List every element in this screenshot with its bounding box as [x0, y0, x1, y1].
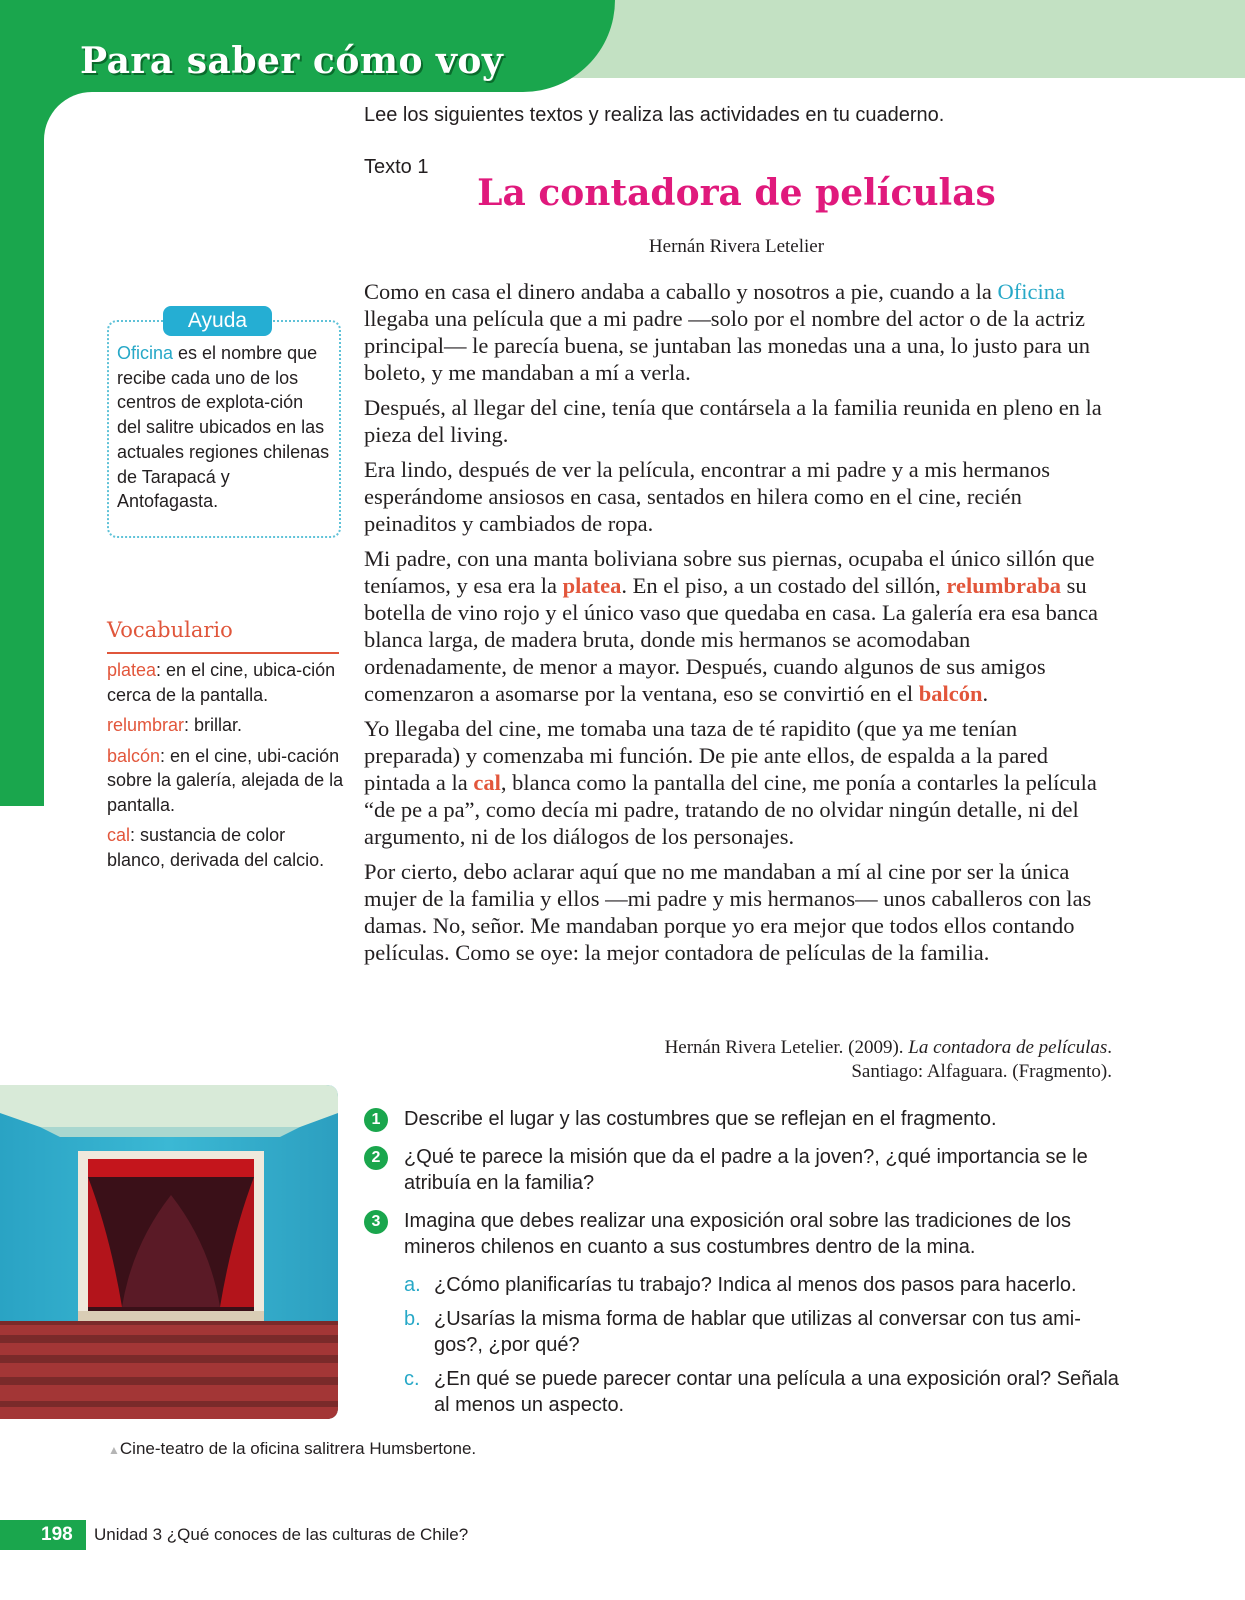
question-number-badge: 3	[364, 1210, 388, 1234]
question-item: 3 Imagina que debes realizar una exposición oral sobre las tradiciones de los mineros chilenos en cuanto a sus costumbres dentro de la mina.	[364, 1208, 1124, 1260]
subquestion-item: a. ¿Cómo planificarías tu trabajo? Indica al menos dos pasos para hacerlo.	[404, 1274, 1077, 1296]
section-title: Para saber cómo voy	[80, 40, 504, 82]
question-number-badge: 2	[364, 1146, 388, 1170]
subquestion-item: c. ¿En qué se puede parecer contar una película a una exposición oral? Señala al menos un aspecto.	[404, 1368, 1119, 1416]
vocab-item: relumbrar: brillar.	[107, 715, 243, 735]
vocabulary-list	[107, 658, 347, 878]
vocab-item: platea: en el cine, ubica-ción cerca de la pantalla.	[107, 660, 336, 705]
story-paragraph-6: Por cierto, debo aclarar aquí que no me mandaban a mí al cine por ser la única mujer de la familia y ellos —mi padre y mis hermanos— unos caballeros con las damas. No, señor. Me mandaban porque yo era mejor que todos ellos contando películas. Como se oye: la mejor contadora de películas de la familia.	[364, 859, 1092, 965]
instruction-text: Lee los siguientes textos y realiza las actividades en tu cuaderno.	[364, 104, 945, 126]
citation-publisher: Santiago: Alfaguara. (Fragmento).	[851, 1061, 1112, 1082]
ayuda-badge: Ayuda	[163, 306, 272, 336]
page-number: 198	[41, 1524, 73, 1545]
story-paragraph-5: Yo llegaba del cine, me tomaba una taza de té rapidito (que ya me tenían preparada) y comenzaba mi función. De pie ante ellos, de espalda a la pared pintada a la cal, blanca como la pantalla del cine, me ponía a contarles la película “de pe a pa”, como decía mi padre, tratando de no olvidar ningún detalle, ni del argumento, ni de los diálogos de los personajes.	[364, 716, 1097, 849]
citation: Hernán Rivera Letelier. (2009). La contadora de películas. Santiago: Alfaguara. (Fragmento).	[664, 1037, 1112, 1082]
question-number-badge: 1	[364, 1108, 388, 1132]
subquestion-item: b. ¿Usarías la misma forma de hablar que utilizas al conversar con tus ami-gos?, ¿por qué?	[404, 1308, 1081, 1356]
text-label: Texto 1	[364, 156, 429, 178]
subquestion-letter: c.	[404, 1368, 420, 1390]
term-oficina: Oficina	[997, 279, 1065, 304]
vocab-item: cal: sustancia de color blanco, derivada del calcio.	[107, 825, 325, 870]
story-paragraph-1: Como en casa el dinero andaba a caballo y nosotros a pie, cuando a la Oficina llegaba una película que a mi padre —solo por el nombre del actor o de la actriz principal— le parecía buena, se juntaban las monedas una a una, lo justo para un boleto, y me mandaban a mí a verla.	[364, 279, 1090, 385]
ayuda-term: Oficina	[117, 343, 174, 363]
term-platea: platea	[562, 573, 622, 598]
triangle-icon: ▲	[108, 1443, 120, 1457]
header-light-band	[560, 0, 1245, 78]
theater-photo	[0, 1085, 338, 1419]
story-body	[364, 278, 1114, 974]
vocabulary-title: Vocabulario	[107, 618, 233, 642]
story-paragraph-3: Era lindo, después de ver la película, encontrar a mi padre y a mis hermanos esperándome ansiosos en casa, sentados en hilera como en el cine, recién peinaditos y cambiados de ropa.	[364, 457, 1050, 536]
term-relumbraba: relumbraba	[946, 573, 1061, 598]
photo-caption: ▲Cine-teatro de la oficina salitrera Humsbertone.	[108, 1439, 477, 1458]
story-title: La contadora de películas	[477, 172, 996, 214]
term-balcon: balcón	[918, 681, 983, 706]
question-item: 1 Describe el lugar y las costumbres que se reflejan en el fragmento.	[364, 1106, 1124, 1132]
ayuda-text: Oficina es el nombre que recibe cada uno de los centros de explota-ción del salitre ubicados en las actuales regiones chilenas de Tarapacá y Antofagasta.	[117, 343, 330, 512]
term-cal: cal	[473, 770, 501, 795]
subquestion-letter: a.	[404, 1274, 421, 1296]
question-item: 2 ¿Qué te parece la misión que da el padre a la joven?, ¿qué importancia se le atribuía en la familia?	[364, 1144, 1124, 1196]
footer-unit-title: Unidad 3 ¿Qué conoces de las culturas de Chile?	[94, 1525, 469, 1544]
story-author: Hernán Rivera Letelier	[648, 236, 825, 257]
activity-questions	[364, 1106, 1124, 1426]
vocab-item: balcón: en el cine, ubi-cación sobre la galería, alejada de la pantalla.	[107, 745, 344, 815]
story-paragraph-2: Después, al llegar del cine, tenía que contársela a la familia reunida en pleno en la pieza del living.	[364, 395, 1102, 447]
vocabulary-divider	[107, 652, 339, 654]
subquestion-letter: b.	[404, 1308, 421, 1330]
story-paragraph-4: Mi padre, con una manta boliviana sobre sus piernas, ocupaba el único sillón que teníamos, y esa era la platea. En el piso, a un costado del sillón, relumbraba su botella de vino rojo y el único vaso que quedaba en casa. La galería era esa banca blanca larga, de madera bruta, donde mis hermanos se acomodaban ordenadamente, de menor a mayor. Después, cuando algunos de sus amigos comenzaron a asomarse por la ventana, eso se convirtió en el balcón.	[364, 546, 1099, 706]
citation-book-title: La contadora de películas	[908, 1037, 1108, 1058]
